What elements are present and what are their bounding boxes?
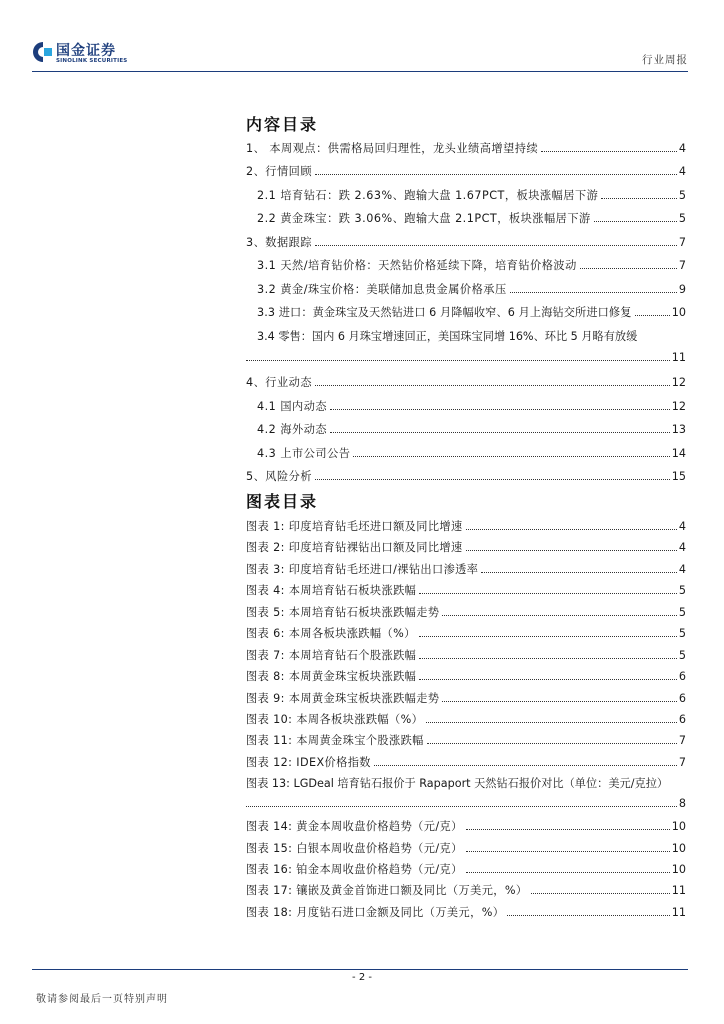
- figure-entry[interactable]: [246, 518, 686, 539]
- figure-entry-title: 图表 16: 铂金本周收盘价格趋势（元/克）: [246, 863, 463, 876]
- toc-entry[interactable]: [246, 374, 686, 397]
- figure-entry[interactable]: [246, 647, 686, 668]
- figure-entry-page: 5: [678, 648, 686, 662]
- figure-entry-title: 图表 4: 本周培育钻石板块涨跌幅: [246, 584, 417, 598]
- toc-leader-dots: [442, 701, 676, 702]
- toc-entry-title: 1、 本周观点：供需格局回归理性，龙头业绩高增望持续: [246, 142, 539, 155]
- toc-leader-dots: [481, 572, 677, 573]
- figure-entry-title: 图表 8: 本周黄金珠宝板块涨跌幅: [246, 670, 417, 684]
- toc-entry-title: 4.3 上市公司公告: [257, 446, 351, 460]
- toc-leader-dots: [466, 550, 677, 551]
- figure-entry-title: 图表 17: 镶嵌及黄金首饰进口额及同比（万美元，%）: [246, 884, 528, 898]
- figure-entry[interactable]: [246, 904, 686, 925]
- toc-leader-dots: [442, 615, 676, 616]
- figure-entry[interactable]: [246, 840, 686, 861]
- table-of-contents: [246, 140, 686, 492]
- toc-entry-title: 3.1 天然/培育钻价格：天然钻价格延续下降，培育钻价格波动: [257, 259, 577, 273]
- figure-entry-page: 11: [671, 884, 686, 898]
- toc-entry-title: 4.1 国内动态: [257, 399, 328, 413]
- toc-entry-page: 9: [678, 282, 686, 296]
- toc-leader-dots: [246, 806, 677, 807]
- toc-entry[interactable]: [246, 304, 686, 327]
- figure-entry-title: 图表 3: 印度培育钻毛坯进口/裸钻出口渗透率: [246, 562, 479, 576]
- footer-divider: [32, 969, 688, 970]
- toc-leader-dots: [601, 198, 677, 199]
- figure-entry-title: 图表 6: 本周各板块涨跌幅（%）: [246, 627, 416, 641]
- toc-leader-dots: [330, 409, 670, 410]
- toc-leader-dots: [315, 479, 670, 480]
- report-type-label: 行业周报: [642, 54, 688, 66]
- page-header: [0, 0, 724, 72]
- page-number: - 2 -: [352, 972, 372, 983]
- toc-entry-page: 4: [678, 165, 686, 179]
- toc-entry-page: 13: [671, 423, 686, 437]
- figure-entry-title: 图表 5: 本周培育钻石板块涨跌幅走势: [246, 605, 440, 619]
- toc-leader-dots: [594, 221, 677, 222]
- toc-leader-dots: [353, 456, 669, 457]
- toc-entry-title: 4、行业动态: [246, 376, 313, 390]
- toc-entry-title: 5、风险分析: [246, 470, 313, 484]
- toc-entry-page: 12: [671, 376, 686, 390]
- figure-entry-title: 图表 9: 本周黄金珠宝板块涨跌幅走势: [246, 691, 440, 705]
- figure-entry-title: 图表 1: 印度培育钻毛坯进口额及同比增速: [246, 520, 463, 533]
- toc-entry[interactable]: [246, 398, 686, 421]
- toc-entry[interactable]: [246, 163, 686, 186]
- figure-entry-title: 图表 11: 本周黄金珠宝个股涨跌幅: [246, 734, 424, 748]
- toc-entry-page: 15: [671, 470, 686, 484]
- figure-entry[interactable]: [246, 882, 686, 903]
- toc-entry[interactable]: [246, 328, 686, 375]
- toc-entry-page: 7: [678, 235, 686, 249]
- toc-leader-dots: [466, 872, 670, 873]
- toc-entry-title: 4.2 海外动态: [257, 423, 328, 437]
- toc-entry-title: 2.2 黄金珠宝：跌 3.06%、跑输大盘 2.1PCT，板块涨幅居下游: [257, 212, 591, 226]
- figure-entry-page: 4: [678, 562, 686, 576]
- toc-leader-dots: [466, 529, 677, 530]
- figure-entry-title: 图表 7: 本周培育钻石个股涨跌幅: [246, 648, 417, 662]
- toc-entry-page: 5: [678, 188, 686, 202]
- toc-entry-page: 11: [671, 350, 686, 364]
- toc-leader-dots: [315, 174, 677, 175]
- toc-entry-page: 14: [671, 446, 686, 460]
- list-of-figures: [246, 518, 686, 925]
- toc-leader-dots: [510, 292, 677, 293]
- toc-leader-dots: [315, 245, 677, 246]
- figure-entry-title: 图表 14: 黄金本周收盘价格趋势（元/克）: [246, 820, 463, 834]
- footer-disclaimer: 敬请参阅最后一页特别声明: [36, 994, 168, 1005]
- company-logo: [32, 41, 172, 67]
- figure-entry-page: 5: [678, 627, 686, 641]
- figure-entry-title: 图表 18: 月度钻石进口金额及同比（万美元，%）: [246, 905, 505, 919]
- figure-entry-title: 图表 12: IDEX价格指数: [246, 755, 371, 769]
- figure-entry-title: 图表 10: 本周各板块涨跌幅（%）: [246, 712, 424, 726]
- figure-entry[interactable]: [246, 775, 686, 818]
- figure-entry[interactable]: [246, 625, 686, 646]
- figure-entry[interactable]: [246, 861, 686, 882]
- toc-entry-page: 10: [671, 306, 686, 320]
- toc-leader-dots: [466, 829, 670, 830]
- figure-entry-page: 10: [671, 863, 686, 876]
- sinolink-logo-icon: [32, 41, 54, 65]
- toc-leader-dots: [374, 765, 677, 766]
- toc-leader-dots: [246, 360, 670, 361]
- figure-entry-page: 7: [678, 734, 686, 748]
- toc-leader-dots: [419, 593, 677, 594]
- toc-entry[interactable]: [246, 210, 686, 233]
- figure-entry[interactable]: [246, 711, 686, 732]
- toc-entry-page: 4: [678, 142, 686, 155]
- toc-leader-dots: [580, 268, 677, 269]
- contents-heading: 内容目录: [246, 115, 319, 134]
- toc-leader-dots: [419, 679, 677, 680]
- figure-entry-page: 6: [678, 712, 686, 726]
- figure-entry-page: 11: [671, 905, 686, 919]
- logo-chinese-name: 国金证券: [56, 43, 116, 59]
- figure-entry-title: 图表 2: 印度培育钻裸钻出口额及同比增速: [246, 541, 463, 555]
- toc-leader-dots: [427, 743, 677, 744]
- figure-entry[interactable]: [246, 668, 686, 689]
- figure-entry[interactable]: [246, 732, 686, 753]
- toc-leader-dots: [315, 385, 670, 386]
- figure-entry-page: 8: [678, 796, 686, 810]
- toc-entry-title: 3.3 进口：黄金珠宝及天然钻进口 6 月降幅收窄、6 月上海钻交所进口修复: [257, 306, 632, 320]
- toc-entry-page: 12: [671, 399, 686, 413]
- figure-entry-title: 图表 15: 白银本周收盘价格趋势（元/克）: [246, 841, 463, 855]
- figure-entry-page: 7: [678, 755, 686, 769]
- toc-entry-title: 3.4 零售：国内 6 月珠宝增速回正，美国珠宝同增 16%、环比 5 月略有放缓: [257, 329, 638, 343]
- figure-entry[interactable]: [246, 754, 686, 775]
- figure-entry[interactable]: [246, 818, 686, 839]
- figure-entry[interactable]: [246, 561, 686, 582]
- toc-entry-page: 7: [678, 259, 686, 273]
- toc-entry-title: 3、数据跟踪: [246, 235, 313, 249]
- figure-entry-page: 5: [678, 584, 686, 598]
- toc-entry-title: 2.1 培育钻石：跌 2.63%、跑输大盘 1.67PCT，板块涨幅居下游: [257, 188, 599, 202]
- toc-leader-dots: [419, 658, 677, 659]
- toc-leader-dots: [635, 315, 670, 316]
- toc-leader-dots: [541, 151, 677, 152]
- figures-heading: 图表目录: [246, 492, 319, 511]
- toc-leader-dots: [426, 722, 677, 723]
- toc-entry-title: 3.2 黄金/珠宝价格：美联储加息贵金属价格承压: [257, 282, 507, 296]
- toc-entry[interactable]: [246, 421, 686, 444]
- toc-leader-dots: [466, 851, 670, 852]
- toc-entry[interactable]: [246, 257, 686, 280]
- toc-leader-dots: [330, 432, 670, 433]
- logo-english-name: SINOLINK SECURITIES: [56, 58, 128, 64]
- figure-entry-page: 5: [678, 605, 686, 619]
- figure-entry[interactable]: [246, 582, 686, 603]
- toc-entry-page: 5: [678, 212, 686, 226]
- toc-entry[interactable]: [246, 187, 686, 210]
- figure-entry[interactable]: [246, 690, 686, 711]
- figure-entry-title: 图表 13: LGDeal 培育钻石报价于 Rapaport 天然钻石报价对比（单位：美元/克拉）: [246, 777, 669, 791]
- figure-entry-page: 6: [678, 670, 686, 684]
- figure-entry-page: 4: [678, 541, 686, 555]
- figure-entry-page: 4: [678, 520, 686, 533]
- header-divider: [32, 71, 688, 72]
- toc-entry-title: 2、行情回顾: [246, 165, 313, 179]
- toc-leader-dots: [531, 893, 670, 894]
- toc-entry[interactable]: [246, 445, 686, 468]
- toc-leader-dots: [419, 636, 677, 637]
- figure-entry-page: 6: [678, 691, 686, 705]
- toc-entry[interactable]: [246, 234, 686, 257]
- figure-entry[interactable]: [246, 604, 686, 625]
- figure-entry[interactable]: [246, 539, 686, 560]
- toc-entry[interactable]: [246, 281, 686, 304]
- figure-entry-page: 10: [671, 820, 686, 834]
- figure-entry-page: 10: [671, 841, 686, 855]
- toc-entry[interactable]: [246, 140, 686, 163]
- toc-leader-dots: [507, 915, 669, 916]
